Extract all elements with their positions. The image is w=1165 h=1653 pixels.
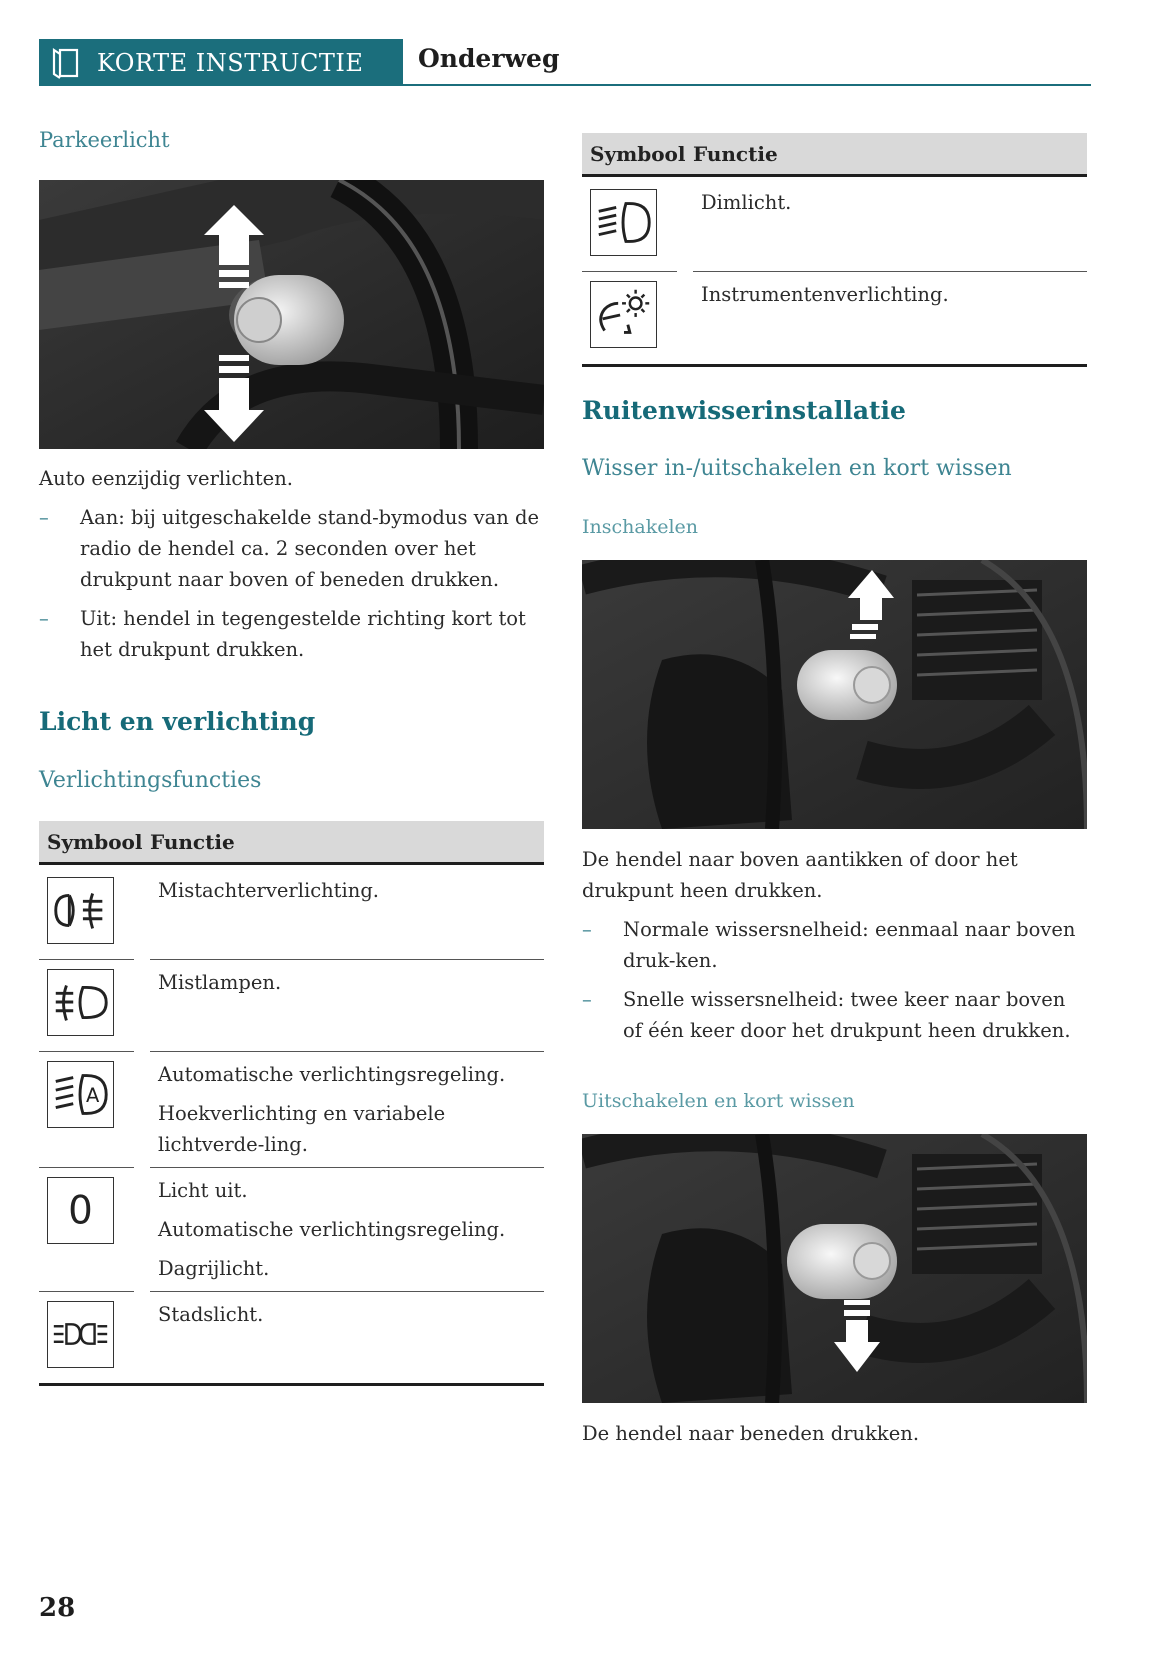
col-symbol: Symbool	[590, 141, 686, 166]
table-row	[39, 960, 544, 1052]
off-text: De hendel naar beneden drukken.	[582, 1422, 920, 1445]
lighting-table-continued	[582, 133, 1087, 368]
list-item: – Uit: hendel in tegengestelde richting kort tot het drukpunt drukken.	[39, 607, 526, 661]
table-row	[39, 1168, 544, 1292]
on-list	[582, 914, 1087, 1046]
parking-heading: Parkeerlicht	[39, 128, 170, 152]
table-row	[582, 180, 1087, 272]
wiper-on-photo	[582, 560, 1087, 829]
function-cell: Automatische verlichtingsregeling. Hoekverlichting en variabele lichtverde-ling.	[158, 1063, 506, 1156]
function-cell: Instrumentenverlichting.	[701, 283, 949, 306]
parking-lights-icon	[47, 1301, 114, 1368]
rear-fog-light-icon	[47, 877, 114, 944]
off-heading: Uitschakelen en kort wissen	[582, 1090, 855, 1112]
function-cell: Licht uit. Automatische verlichtingsregeling. Dagrijlicht.	[158, 1179, 506, 1280]
list-item: – Normale wissersnelheid: eenmaal naar boven druk-ken.	[582, 918, 1076, 972]
list-item: – Snelle wissersnelheid: twee keer naar boven of één keer door het drukpunt heen drukken.	[582, 988, 1071, 1042]
table-header	[582, 133, 1087, 177]
table-header	[39, 821, 544, 865]
instrument-lighting-icon	[590, 281, 657, 348]
function-cell: Mistachterverlichting.	[158, 879, 379, 902]
col-function: Functie	[150, 829, 235, 854]
function-cell: Mistlampen.	[158, 971, 282, 994]
list-item: – Aan: bij uitgeschakelde stand-bymodus van de radio de hendel ca. 2 seconden over het drukpunt naar boven of beneden drukken.	[39, 506, 540, 591]
section-header	[39, 39, 403, 86]
parking-intro: Auto eenzijdig verlichten.	[39, 467, 293, 490]
page-number: 28	[39, 1593, 76, 1623]
book-icon	[51, 46, 81, 80]
wiper-off-photo	[582, 1134, 1087, 1403]
low-beam-icon	[590, 189, 657, 256]
svg-text:0: 0	[68, 1188, 93, 1234]
wiper-heading: Ruitenwisserinstallatie	[582, 396, 906, 425]
col-symbol: Symbool	[47, 829, 143, 854]
header-rule	[403, 84, 1091, 86]
table-row	[582, 272, 1087, 364]
lighting-table	[39, 821, 544, 1386]
function-cell: Stadslicht.	[158, 1303, 264, 1326]
functions-heading: Verlichtingsfuncties	[39, 768, 262, 793]
table-row	[39, 1292, 544, 1383]
table-row	[39, 1052, 544, 1168]
parking-light-lever-photo	[39, 180, 544, 449]
on-text: De hendel naar boven aantikken of door het drukpunt heen drukken.	[582, 848, 1018, 902]
subsection-title: Onderweg	[418, 44, 560, 73]
wiper-subheading: Wisser in-/uitschakelen en kort wissen	[582, 456, 1012, 481]
section-title: KORTE INSTRUCTIE	[97, 48, 364, 77]
fog-lamp-icon	[47, 969, 114, 1036]
svg-text:A: A	[85, 1083, 100, 1107]
table-row	[39, 868, 544, 960]
function-cell: Dimlicht.	[701, 191, 792, 214]
auto-light-icon	[47, 1061, 114, 1128]
col-function: Functie	[693, 141, 778, 166]
light-off-icon	[47, 1177, 114, 1244]
on-heading: Inschakelen	[582, 516, 699, 538]
table-bottom-rule	[582, 364, 1087, 367]
light-heading: Licht en verlichting	[39, 707, 316, 736]
table-bottom-rule	[39, 1383, 544, 1386]
parking-list	[39, 502, 544, 665]
